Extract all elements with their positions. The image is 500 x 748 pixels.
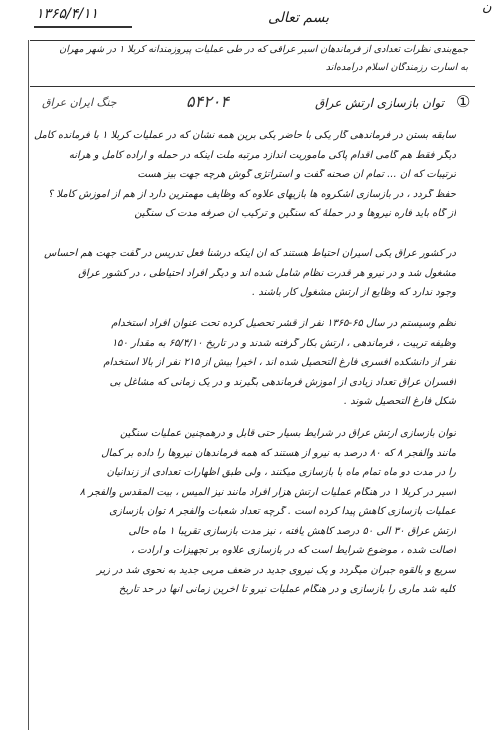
paragraph-2-line: در کشور عراق یکی اسیران احتیاط هستند که آن اینکه درشنا فعل تدریس در گفت جهت هم احساس xyxy=(44,248,456,259)
basmala: بسم تعالی xyxy=(268,10,330,26)
paragraph-4-line: عملیات بازسازی کاهش پیدا کرده است . گرچه تعداد شعبات والفجر ۸ توان بازسازی xyxy=(109,506,456,517)
section-title: توان بازسازی ارتش عراق xyxy=(314,96,444,110)
paragraph-3-line: شکل فارغ التحصیل شوند . xyxy=(343,396,456,407)
corner-mark: ن xyxy=(482,0,492,15)
paragraph-1-line: از گاه باید فاره نیروها و در حملهٔ که سنگین و ترکیب آن صرفه مدت ک سنگین xyxy=(134,208,456,219)
paragraph-4-line: را در مدت دو ماه تمام ماه با بازسازی میکنند ، ولی طبق اظهارات تعدادی از زندانیان xyxy=(106,467,456,478)
header-rule xyxy=(30,40,475,41)
section-title-number: ۵۴۲۰۴ xyxy=(186,92,229,111)
section-number: ① xyxy=(456,92,471,111)
paragraph-3-line: افسران عراق تعداد زیادی از آموزش فرماندهی بگیرند و در یک زمانی که مشاغل بی xyxy=(109,376,456,388)
paragraph-1-line: ترتیبات که آن ... تمام آن صحنه گفت و استراتژی گوش هرچه جهت بیز هست xyxy=(137,169,456,180)
subject-line-1: جمع‌بندی نظرات تعدادی از فرماندهان اسیر عراقی که در طی عملیات پیروزمندانه کربلا ۱ در شهر مهران xyxy=(59,44,468,55)
paragraph-1-line: سابقه بستن در فرماندهی گار یکی با حاضر یکی برین همه نشان که در عملیات کربلا ۱ با فرمانده کامل xyxy=(33,130,456,141)
section-tag: جنگ ایران عراق xyxy=(42,96,117,109)
document-date: ۱۳۶۵/۴/۱۱ xyxy=(36,6,99,22)
paragraph-3-line: وظیفه تربیت ، فرماندهی ، ارتش بکار گرفته شدند و در تاریخ ۶۵/۴/۱۰ به مقدار ۱۵۰ xyxy=(111,337,456,349)
paragraph-3-line: نظم وسیستم در سال ۶۵-۱۳۶۵ نفر از قشر تحصیل کرده تحت عنوان افراد استخدام xyxy=(111,318,456,329)
left-margin-rule xyxy=(28,40,29,730)
paragraph-4-line: سریع و بالقوه جبران میگردد و یک نیروی جدید در ضعف مربی جدید به نحوی شد در زیر xyxy=(96,564,456,576)
date-underline xyxy=(34,26,132,28)
paragraph-4-line: کلیه شد ماری را بازسازی و در هنگام عملیات نیرو تا آخرین زمانی آنها در حد تاریخ xyxy=(118,584,456,595)
subject-rule xyxy=(30,86,475,87)
paragraph-4-line: مانند والفجر ۸ که ۸۰ درصد به نیرو از هستند که همه فرماندهان نیروها را داده بر کمال xyxy=(101,447,456,459)
paragraph-4-line: اصالت شده ، موضوع شرایط است که در بازسازی علاوه بر تجهیزات و ارادت ، xyxy=(130,545,456,556)
paragraph-4-line: اسیر در کربلا ۱ در هنگام عملیات ارتش هزار افراد مانند نیز المیس ، بیت المقدس والفجر ۸ xyxy=(79,486,456,498)
paragraph-2-line: مشغول شد و در نیرو هر قدرت نظام شامل شده اند و دیگر افراد احتیاطی ، در کشور عراق xyxy=(78,267,456,279)
paragraph-4-line: توان بازسازی ارتش عراق در شرایط بسیار حتی قابل و درهمچنین عملیات سنگین xyxy=(119,428,456,439)
paragraph-4-line: ارتش عراق ۳۰ الی ۵۰ درصد کاهش یافته ، نیز مدت بازسازی تقریبا ۱ ماه حالی xyxy=(128,525,456,537)
paragraph-3-line: نفر از دانشکده افسری فارغ التحصیل شده اند ، اخیراً بیش از ۲۱۵ نفر از بالا استخدام xyxy=(103,357,456,368)
subject-line-2: به اسارت رزمندگان اسلام درآمده‌اند xyxy=(325,62,468,73)
paragraph-1-line: دیگر فقط هم گامی اقدام پاکی مأموریت اندازد مرتبه ملت اینکه در حمله و اراده کامل و هرانه xyxy=(68,149,456,161)
paragraph-2-line: وجود ندارد که وظایع از ارتش مشغول کار باشند . xyxy=(252,287,456,298)
paragraph-1-line: حفظ گردد ، در بازسازی اشکروه ها بازیهای علاوه که وظایف مهمترین دارد از هم از آموزش کاملا ؟ xyxy=(47,188,456,200)
